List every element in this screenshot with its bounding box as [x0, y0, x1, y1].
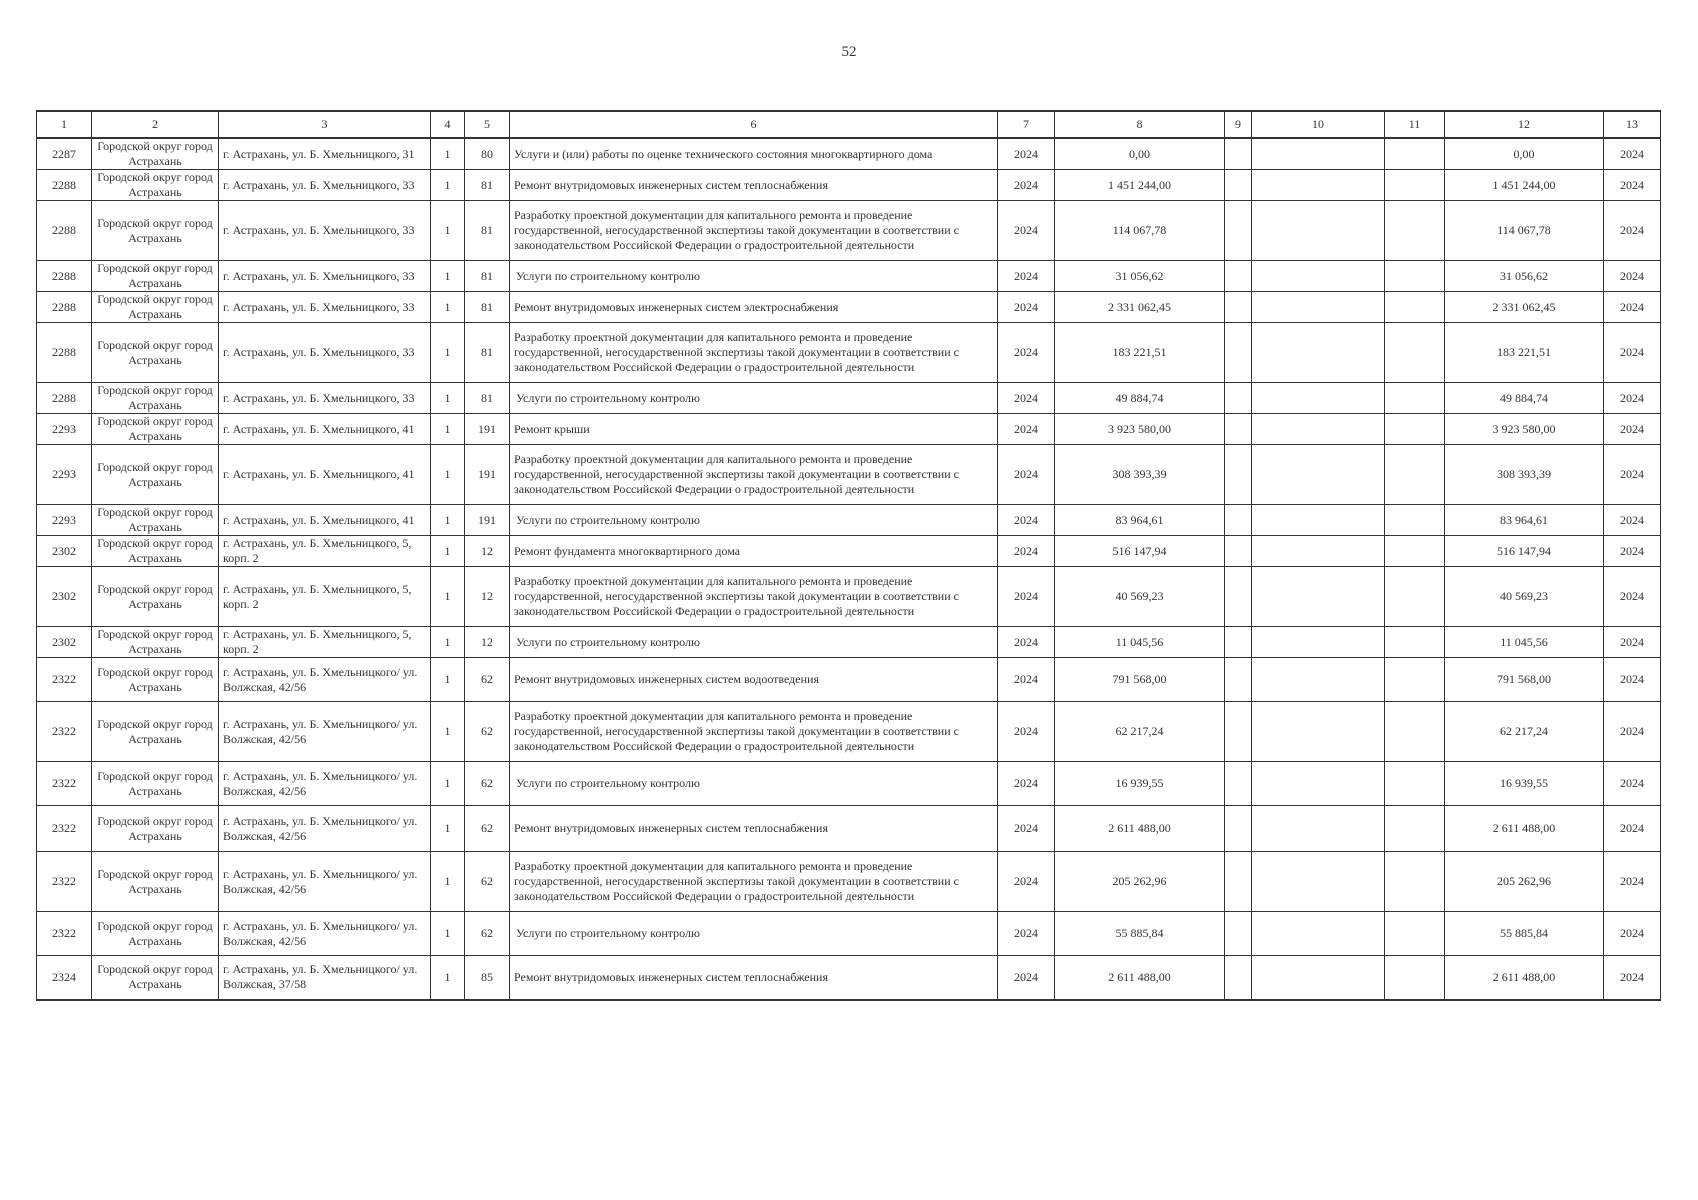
table-row	[37, 201, 1661, 261]
municipality-cell: Городской округ город Астрахань	[92, 658, 219, 702]
address-cell: г. Астрахань, ул. Б. Хмельницкого/ ул. Волжская, 37/58	[219, 956, 431, 1000]
col9-cell	[1225, 567, 1252, 627]
row-number-cell: 2322	[37, 852, 92, 912]
header-cell-8: 8	[1055, 111, 1225, 138]
end-year-cell: 2024	[1604, 170, 1661, 201]
year-cell: 2024	[998, 536, 1055, 567]
page-number: 52	[841, 44, 857, 60]
col4-cell: 1	[431, 323, 465, 383]
cost-cell: 308 393,39	[1055, 445, 1225, 505]
total-cost-cell: 2 611 488,00	[1445, 956, 1604, 1000]
municipality-cell: Городской округ город Астрахань	[92, 806, 219, 852]
col9-cell	[1225, 806, 1252, 852]
municipality-cell: Городской округ город Астрахань	[92, 956, 219, 1000]
col5-cell: 62	[465, 912, 510, 956]
row-number-cell: 2287	[37, 138, 92, 170]
cost-cell: 11 045,56	[1055, 627, 1225, 658]
table-row	[37, 536, 1661, 567]
end-year-cell: 2024	[1604, 627, 1661, 658]
address-cell: г. Астрахань, ул. Б. Хмельницкого, 41	[219, 414, 431, 445]
total-cost-cell: 114 067,78	[1445, 201, 1604, 261]
table-row	[37, 762, 1661, 806]
work-description-cell: Ремонт крыши	[510, 414, 998, 445]
year-cell: 2024	[998, 323, 1055, 383]
total-cost-cell: 2 611 488,00	[1445, 806, 1604, 852]
cost-cell: 49 884,74	[1055, 383, 1225, 414]
col9-cell	[1225, 383, 1252, 414]
col9-cell	[1225, 138, 1252, 170]
address-cell: г. Астрахань, ул. Б. Хмельницкого, 33	[219, 383, 431, 414]
work-description-cell: Ремонт внутридомовых инженерных систем электроснабжения	[510, 292, 998, 323]
table-row	[37, 383, 1661, 414]
work-description-cell: Ремонт внутридомовых инженерных систем теплоснабжения	[510, 806, 998, 852]
col10-cell	[1252, 170, 1385, 201]
row-number-cell: 2288	[37, 323, 92, 383]
municipality-cell: Городской округ город Астрахань	[92, 292, 219, 323]
col9-cell	[1225, 261, 1252, 292]
work-description-cell: Услуги по строительному контролю	[510, 383, 998, 414]
table-row	[37, 414, 1661, 445]
col5-cell: 12	[465, 567, 510, 627]
col5-cell: 12	[465, 536, 510, 567]
end-year-cell: 2024	[1604, 292, 1661, 323]
col4-cell: 1	[431, 505, 465, 536]
year-cell: 2024	[998, 567, 1055, 627]
table-body	[37, 138, 1661, 1000]
end-year-cell: 2024	[1604, 852, 1661, 912]
total-cost-cell: 62 217,24	[1445, 702, 1604, 762]
col10-cell	[1252, 292, 1385, 323]
end-year-cell: 2024	[1604, 201, 1661, 261]
work-description-cell: Разработку проектной документации для капитального ремонта и проведение государственной, негосударственной экспертизы такой документации в соответствии с законодательством Российской Федерации о градостроительной деятельности	[510, 567, 998, 627]
municipality-cell: Городской округ город Астрахань	[92, 536, 219, 567]
address-cell: г. Астрахань, ул. Б. Хмельницкого/ ул. Волжская, 42/56	[219, 658, 431, 702]
address-cell: г. Астрахань, ул. Б. Хмельницкого, 33	[219, 292, 431, 323]
col4-cell: 1	[431, 912, 465, 956]
row-number-cell: 2322	[37, 702, 92, 762]
cost-cell: 2 331 062,45	[1055, 292, 1225, 323]
header-row	[37, 111, 1661, 138]
col11-cell	[1385, 201, 1445, 261]
col11-cell	[1385, 445, 1445, 505]
total-cost-cell: 31 056,62	[1445, 261, 1604, 292]
address-cell: г. Астрахань, ул. Б. Хмельницкого/ ул. Волжская, 42/56	[219, 912, 431, 956]
col9-cell	[1225, 912, 1252, 956]
municipality-cell: Городской округ город Астрахань	[92, 567, 219, 627]
col10-cell	[1252, 852, 1385, 912]
col9-cell	[1225, 414, 1252, 445]
col4-cell: 1	[431, 702, 465, 762]
col4-cell: 1	[431, 414, 465, 445]
col11-cell	[1385, 261, 1445, 292]
end-year-cell: 2024	[1604, 956, 1661, 1000]
header-cell-13: 13	[1604, 111, 1661, 138]
municipality-cell: Городской округ город Астрахань	[92, 627, 219, 658]
col10-cell	[1252, 414, 1385, 445]
col10-cell	[1252, 536, 1385, 567]
col11-cell	[1385, 567, 1445, 627]
col11-cell	[1385, 912, 1445, 956]
municipality-cell: Городской округ город Астрахань	[92, 414, 219, 445]
address-cell: г. Астрахань, ул. Б. Хмельницкого, 31	[219, 138, 431, 170]
col4-cell: 1	[431, 201, 465, 261]
header-cell-6: 6	[510, 111, 998, 138]
col9-cell	[1225, 702, 1252, 762]
row-number-cell: 2322	[37, 658, 92, 702]
col5-cell: 81	[465, 292, 510, 323]
year-cell: 2024	[998, 806, 1055, 852]
col4-cell: 1	[431, 383, 465, 414]
row-number-cell: 2288	[37, 201, 92, 261]
col10-cell	[1252, 505, 1385, 536]
col4-cell: 1	[431, 627, 465, 658]
cost-cell: 40 569,23	[1055, 567, 1225, 627]
header-cell-12: 12	[1445, 111, 1604, 138]
col5-cell: 191	[465, 505, 510, 536]
col11-cell	[1385, 138, 1445, 170]
end-year-cell: 2024	[1604, 261, 1661, 292]
work-description-cell: Ремонт фундамента многоквартирного дома	[510, 536, 998, 567]
address-cell: г. Астрахань, ул. Б. Хмельницкого, 33	[219, 170, 431, 201]
col4-cell: 1	[431, 852, 465, 912]
repair-registry-table	[36, 110, 1661, 1001]
col11-cell	[1385, 170, 1445, 201]
year-cell: 2024	[998, 201, 1055, 261]
col9-cell	[1225, 852, 1252, 912]
municipality-cell: Городской округ город Астрахань	[92, 762, 219, 806]
work-description-cell: Услуги по строительному контролю	[510, 762, 998, 806]
municipality-cell: Городской округ город Астрахань	[92, 912, 219, 956]
work-description-cell: Ремонт внутридомовых инженерных систем водоотведения	[510, 658, 998, 702]
total-cost-cell: 183 221,51	[1445, 323, 1604, 383]
col5-cell: 81	[465, 170, 510, 201]
cost-cell: 114 067,78	[1055, 201, 1225, 261]
address-cell: г. Астрахань, ул. Б. Хмельницкого, 5, корп. 2	[219, 536, 431, 567]
address-cell: г. Астрахань, ул. Б. Хмельницкого/ ул. Волжская, 42/56	[219, 806, 431, 852]
col10-cell	[1252, 567, 1385, 627]
col10-cell	[1252, 445, 1385, 505]
cost-cell: 83 964,61	[1055, 505, 1225, 536]
col10-cell	[1252, 138, 1385, 170]
municipality-cell: Городской округ город Астрахань	[92, 702, 219, 762]
row-number-cell: 2322	[37, 762, 92, 806]
col4-cell: 1	[431, 138, 465, 170]
municipality-cell: Городской округ город Астрахань	[92, 852, 219, 912]
col9-cell	[1225, 536, 1252, 567]
total-cost-cell: 83 964,61	[1445, 505, 1604, 536]
col11-cell	[1385, 536, 1445, 567]
col5-cell: 80	[465, 138, 510, 170]
col9-cell	[1225, 658, 1252, 702]
col5-cell: 62	[465, 702, 510, 762]
col11-cell	[1385, 505, 1445, 536]
total-cost-cell: 205 262,96	[1445, 852, 1604, 912]
col10-cell	[1252, 261, 1385, 292]
address-cell: г. Астрахань, ул. Б. Хмельницкого, 33	[219, 323, 431, 383]
table-row	[37, 261, 1661, 292]
header-cell-11: 11	[1385, 111, 1445, 138]
table-row	[37, 170, 1661, 201]
header-cell-1: 1	[37, 111, 92, 138]
col4-cell: 1	[431, 806, 465, 852]
col4-cell: 1	[431, 445, 465, 505]
col11-cell	[1385, 658, 1445, 702]
address-cell: г. Астрахань, ул. Б. Хмельницкого/ ул. Волжская, 42/56	[219, 762, 431, 806]
col10-cell	[1252, 806, 1385, 852]
cost-cell: 31 056,62	[1055, 261, 1225, 292]
col10-cell	[1252, 702, 1385, 762]
row-number-cell: 2288	[37, 170, 92, 201]
col4-cell: 1	[431, 956, 465, 1000]
col9-cell	[1225, 445, 1252, 505]
address-cell: г. Астрахань, ул. Б. Хмельницкого, 5, корп. 2	[219, 627, 431, 658]
year-cell: 2024	[998, 170, 1055, 201]
col9-cell	[1225, 956, 1252, 1000]
year-cell: 2024	[998, 505, 1055, 536]
row-number-cell: 2293	[37, 414, 92, 445]
work-description-cell: Разработку проектной документации для капитального ремонта и проведение государственной, негосударственной экспертизы такой документации в соответствии с законодательством Российской Федерации о градостроительной деятельности	[510, 323, 998, 383]
table-header	[37, 111, 1661, 138]
total-cost-cell: 791 568,00	[1445, 658, 1604, 702]
col5-cell: 12	[465, 627, 510, 658]
end-year-cell: 2024	[1604, 536, 1661, 567]
municipality-cell: Городской округ город Астрахань	[92, 383, 219, 414]
address-cell: г. Астрахань, ул. Б. Хмельницкого, 41	[219, 505, 431, 536]
col9-cell	[1225, 627, 1252, 658]
col9-cell	[1225, 201, 1252, 261]
row-number-cell: 2288	[37, 383, 92, 414]
col11-cell	[1385, 383, 1445, 414]
work-description-cell: Услуги и (или) работы по оценке технического состояния многоквартирного дома	[510, 138, 998, 170]
year-cell: 2024	[998, 702, 1055, 762]
col11-cell	[1385, 292, 1445, 323]
address-cell: г. Астрахань, ул. Б. Хмельницкого/ ул. Волжская, 42/56	[219, 702, 431, 762]
table-row	[37, 292, 1661, 323]
municipality-cell: Городской округ город Астрахань	[92, 445, 219, 505]
table-row	[37, 658, 1661, 702]
end-year-cell: 2024	[1604, 414, 1661, 445]
end-year-cell: 2024	[1604, 383, 1661, 414]
end-year-cell: 2024	[1604, 138, 1661, 170]
total-cost-cell: 308 393,39	[1445, 445, 1604, 505]
year-cell: 2024	[998, 414, 1055, 445]
cost-cell: 516 147,94	[1055, 536, 1225, 567]
municipality-cell: Городской округ город Астрахань	[92, 138, 219, 170]
col5-cell: 81	[465, 383, 510, 414]
col5-cell: 85	[465, 956, 510, 1000]
work-description-cell: Разработку проектной документации для капитального ремонта и проведение государственной, негосударственной экспертизы такой документации в соответствии с законодательством Российской Федерации о градостроительной деятельности	[510, 445, 998, 505]
header-cell-4: 4	[431, 111, 465, 138]
year-cell: 2024	[998, 762, 1055, 806]
table-row	[37, 567, 1661, 627]
row-number-cell: 2293	[37, 445, 92, 505]
table-row	[37, 505, 1661, 536]
end-year-cell: 2024	[1604, 658, 1661, 702]
col10-cell	[1252, 383, 1385, 414]
col11-cell	[1385, 702, 1445, 762]
col9-cell	[1225, 505, 1252, 536]
end-year-cell: 2024	[1604, 702, 1661, 762]
address-cell: г. Астрахань, ул. Б. Хмельницкого/ ул. Волжская, 42/56	[219, 852, 431, 912]
col9-cell	[1225, 170, 1252, 201]
year-cell: 2024	[998, 445, 1055, 505]
work-description-cell: Разработку проектной документации для капитального ремонта и проведение государственной, негосударственной экспертизы такой документации в соответствии с законодательством Российской Федерации о градостроительной деятельности	[510, 852, 998, 912]
municipality-cell: Городской округ город Астрахань	[92, 170, 219, 201]
end-year-cell: 2024	[1604, 806, 1661, 852]
cost-cell: 1 451 244,00	[1055, 170, 1225, 201]
header-cell-7: 7	[998, 111, 1055, 138]
year-cell: 2024	[998, 383, 1055, 414]
end-year-cell: 2024	[1604, 912, 1661, 956]
col5-cell: 62	[465, 658, 510, 702]
cost-cell: 55 885,84	[1055, 912, 1225, 956]
total-cost-cell: 2 331 062,45	[1445, 292, 1604, 323]
row-number-cell: 2302	[37, 627, 92, 658]
total-cost-cell: 49 884,74	[1445, 383, 1604, 414]
year-cell: 2024	[998, 852, 1055, 912]
cost-cell: 2 611 488,00	[1055, 806, 1225, 852]
col9-cell	[1225, 323, 1252, 383]
table-row	[37, 806, 1661, 852]
total-cost-cell: 11 045,56	[1445, 627, 1604, 658]
col4-cell: 1	[431, 536, 465, 567]
table-row	[37, 138, 1661, 170]
col11-cell	[1385, 762, 1445, 806]
cost-cell: 62 217,24	[1055, 702, 1225, 762]
total-cost-cell: 40 569,23	[1445, 567, 1604, 627]
total-cost-cell: 1 451 244,00	[1445, 170, 1604, 201]
col5-cell: 191	[465, 445, 510, 505]
municipality-cell: Городской округ город Астрахань	[92, 261, 219, 292]
col11-cell	[1385, 323, 1445, 383]
col4-cell: 1	[431, 567, 465, 627]
address-cell: г. Астрахань, ул. Б. Хмельницкого, 41	[219, 445, 431, 505]
table-row	[37, 627, 1661, 658]
col5-cell: 81	[465, 261, 510, 292]
table-row	[37, 702, 1661, 762]
work-description-cell: Разработку проектной документации для капитального ремонта и проведение государственной, негосударственной экспертизы такой документации в соответствии с законодательством Российской Федерации о градостроительной деятельности	[510, 201, 998, 261]
header-cell-10: 10	[1252, 111, 1385, 138]
work-description-cell: Услуги по строительному контролю	[510, 912, 998, 956]
cost-cell: 2 611 488,00	[1055, 956, 1225, 1000]
row-number-cell: 2302	[37, 567, 92, 627]
col5-cell: 62	[465, 762, 510, 806]
col10-cell	[1252, 201, 1385, 261]
col9-cell	[1225, 762, 1252, 806]
table-row	[37, 445, 1661, 505]
col4-cell: 1	[431, 261, 465, 292]
cost-cell: 205 262,96	[1055, 852, 1225, 912]
col9-cell	[1225, 292, 1252, 323]
year-cell: 2024	[998, 261, 1055, 292]
row-number-cell: 2288	[37, 261, 92, 292]
year-cell: 2024	[998, 138, 1055, 170]
year-cell: 2024	[998, 292, 1055, 323]
cost-cell: 3 923 580,00	[1055, 414, 1225, 445]
col10-cell	[1252, 627, 1385, 658]
cost-cell: 183 221,51	[1055, 323, 1225, 383]
col5-cell: 191	[465, 414, 510, 445]
col10-cell	[1252, 658, 1385, 702]
total-cost-cell: 55 885,84	[1445, 912, 1604, 956]
header-cell-2: 2	[92, 111, 219, 138]
row-number-cell: 2322	[37, 912, 92, 956]
work-description-cell: Разработку проектной документации для капитального ремонта и проведение государственной, негосударственной экспертизы такой документации в соответствии с законодательством Российской Федерации о градостроительной деятельности	[510, 702, 998, 762]
total-cost-cell: 516 147,94	[1445, 536, 1604, 567]
col5-cell: 81	[465, 323, 510, 383]
row-number-cell: 2324	[37, 956, 92, 1000]
work-description-cell: Услуги по строительному контролю	[510, 627, 998, 658]
col4-cell: 1	[431, 762, 465, 806]
end-year-cell: 2024	[1604, 567, 1661, 627]
address-cell: г. Астрахань, ул. Б. Хмельницкого, 33	[219, 201, 431, 261]
cost-cell: 16 939,55	[1055, 762, 1225, 806]
work-description-cell: Ремонт внутридомовых инженерных систем теплоснабжения	[510, 170, 998, 201]
header-cell-5: 5	[465, 111, 510, 138]
total-cost-cell: 3 923 580,00	[1445, 414, 1604, 445]
col10-cell	[1252, 912, 1385, 956]
year-cell: 2024	[998, 658, 1055, 702]
work-description-cell: Услуги по строительному контролю	[510, 505, 998, 536]
end-year-cell: 2024	[1604, 323, 1661, 383]
col10-cell	[1252, 323, 1385, 383]
header-cell-9: 9	[1225, 111, 1252, 138]
total-cost-cell: 0,00	[1445, 138, 1604, 170]
col4-cell: 1	[431, 170, 465, 201]
header-cell-3: 3	[219, 111, 431, 138]
table-row	[37, 956, 1661, 1000]
table-row	[37, 852, 1661, 912]
address-cell: г. Астрахань, ул. Б. Хмельницкого, 33	[219, 261, 431, 292]
row-number-cell: 2322	[37, 806, 92, 852]
col5-cell: 62	[465, 806, 510, 852]
col11-cell	[1385, 956, 1445, 1000]
col11-cell	[1385, 852, 1445, 912]
row-number-cell: 2302	[37, 536, 92, 567]
table-row	[37, 912, 1661, 956]
end-year-cell: 2024	[1604, 445, 1661, 505]
col5-cell: 62	[465, 852, 510, 912]
col11-cell	[1385, 806, 1445, 852]
col4-cell: 1	[431, 292, 465, 323]
cost-cell: 0,00	[1055, 138, 1225, 170]
end-year-cell: 2024	[1604, 505, 1661, 536]
end-year-cell: 2024	[1604, 762, 1661, 806]
col4-cell: 1	[431, 658, 465, 702]
col11-cell	[1385, 414, 1445, 445]
year-cell: 2024	[998, 912, 1055, 956]
row-number-cell: 2288	[37, 292, 92, 323]
col10-cell	[1252, 762, 1385, 806]
cost-cell: 791 568,00	[1055, 658, 1225, 702]
col11-cell	[1385, 627, 1445, 658]
total-cost-cell: 16 939,55	[1445, 762, 1604, 806]
col5-cell: 81	[465, 201, 510, 261]
row-number-cell: 2293	[37, 505, 92, 536]
work-description-cell: Ремонт внутридомовых инженерных систем теплоснабжения	[510, 956, 998, 1000]
address-cell: г. Астрахань, ул. Б. Хмельницкого, 5, корп. 2	[219, 567, 431, 627]
municipality-cell: Городской округ город Астрахань	[92, 505, 219, 536]
work-description-cell: Услуги по строительному контролю	[510, 261, 998, 292]
table-row	[37, 323, 1661, 383]
year-cell: 2024	[998, 956, 1055, 1000]
year-cell: 2024	[998, 627, 1055, 658]
municipality-cell: Городской округ город Астрахань	[92, 323, 219, 383]
col10-cell	[1252, 956, 1385, 1000]
municipality-cell: Городской округ город Астрахань	[92, 201, 219, 261]
